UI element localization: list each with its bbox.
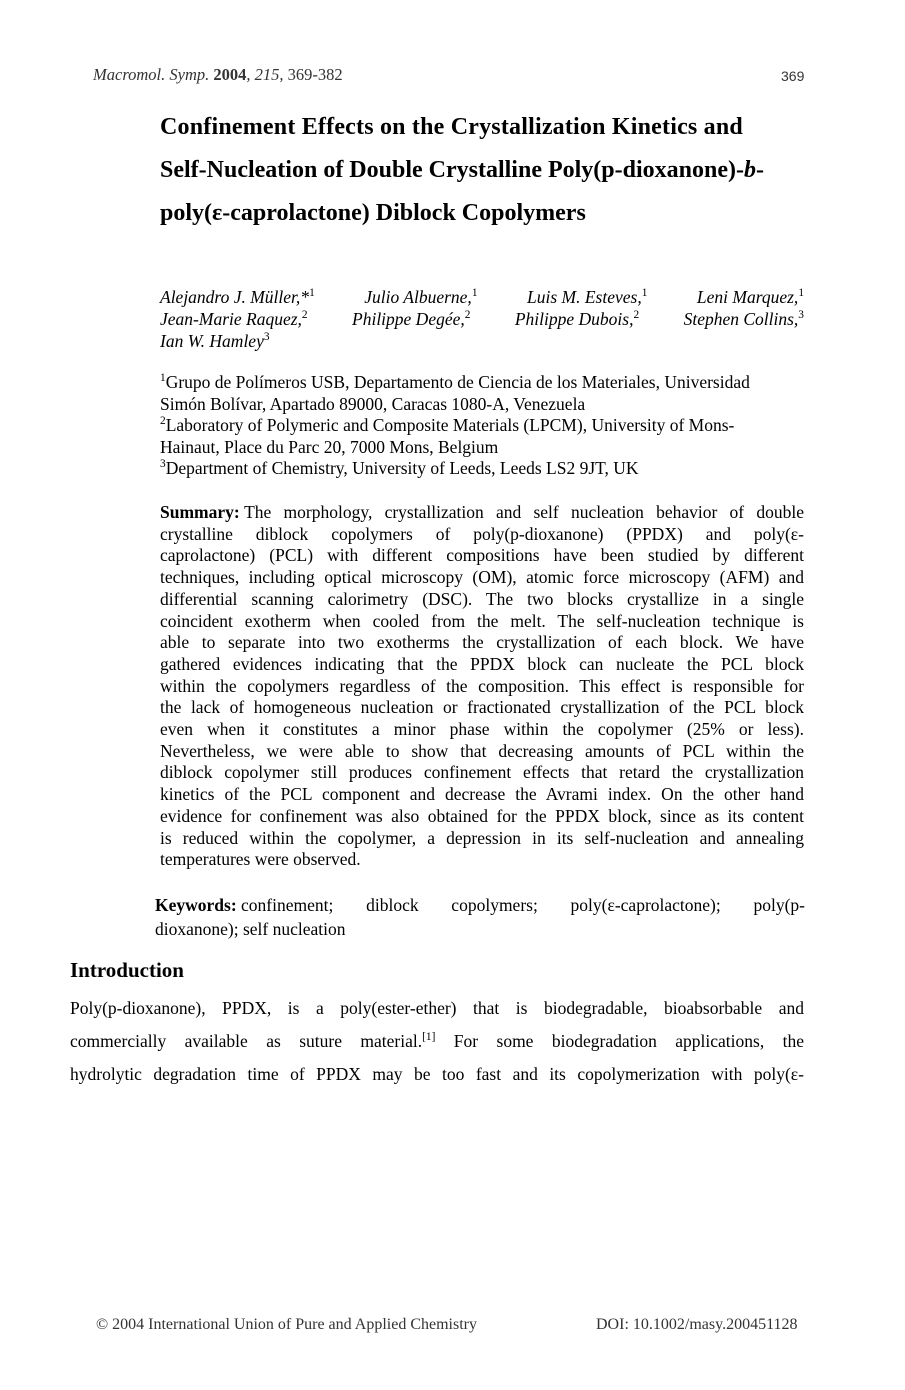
- summary-line: techniques, including optical microscopy (OM), atomic force microscopy (AFM) and: [160, 567, 804, 588]
- journal-name: Macromol. Symp.: [93, 65, 210, 84]
- author: Jean-Marie Raquez,$^2$: [160, 309, 308, 329]
- author: Julio Albuerne,$^1$: [364, 287, 478, 307]
- summary-line: diblock copolymer still produces confinement effects that retard the crystallization: [160, 762, 804, 783]
- summary-line: evidence for confinement was also obtained for the PPDX block, since as its content: [160, 805, 804, 826]
- page-number: 369: [781, 68, 805, 84]
- intro-line: Poly(p-dioxanone), PPDX, is a poly(ester-ether) that is biodegradable, bioabsorbable and: [70, 998, 804, 1018]
- footer-copyright: © 2004 International Union of Pure and Applied Chemistry: [96, 1316, 477, 1333]
- section-heading-introduction: Introduction: [70, 958, 184, 982]
- summary-line: caprolactone) (PCL) with different compositions have been studied by different: [160, 545, 804, 566]
- journal-volume: 215: [254, 65, 280, 84]
- summary-line: is reduced within the copolymer, a depression in its self-nucleation and annealing: [160, 827, 804, 848]
- author-line-3: [160, 330, 804, 352]
- author: Luis M. Esteves,$^1$: [526, 287, 648, 307]
- summary-line: Nevertheless, we were able to show that decreasing amounts of PCL within the: [160, 740, 804, 761]
- affiliation-3: $^3$Department of Chemistry, University of Leeds, Leeds LS2 9JT, UK: [160, 458, 639, 478]
- keywords-line: dioxanone); self nucleation: [155, 919, 346, 939]
- affiliation-1: $^1$Grupo de Polímeros USB, Departamento de Ciencia de los Materiales, Universidad: [160, 372, 750, 392]
- affiliations: [160, 372, 810, 480]
- author: Ian W. Hamley$^3$: [160, 331, 270, 351]
- affiliation-2-cont: Hainaut, Place du Parc 20, 7000 Mons, Belgium: [160, 436, 499, 457]
- keywords-label: Keywords:: [155, 895, 237, 915]
- author: Alejandro J. Müller,*$^1$: [160, 287, 315, 307]
- summary: [160, 502, 804, 871]
- summary-line: coincident exotherm when cooled from the melt. The self-nucleation technique is: [160, 610, 804, 631]
- intro-line: commercially available as suture material.[1] For some biodegradation applications, the: [70, 1031, 804, 1051]
- author: Stephen Collins,$^3$: [683, 309, 804, 329]
- summary-line: kinetics of the PCL component and decrease the Avrami index. On the other hand: [160, 784, 804, 805]
- affiliation-1-cont: Simón Bolívar, Apartado 89000, Caracas 1080-A, Venezuela: [160, 393, 586, 414]
- journal-header: Macromol. Symp. 2004, 215, 369-382: [93, 65, 343, 84]
- journal-year: 2004: [213, 65, 247, 84]
- author-line-1: [160, 286, 804, 308]
- author-list: [160, 286, 804, 352]
- title-line-1: Confinement Effects on the Crystallization Kinetics and: [160, 114, 743, 140]
- keywords-line: Keywords: confinement; diblock copolymers; poly(ε-caprolactone); poly(p-: [155, 895, 805, 915]
- summary-line: able to separate into two exotherms the crystallization of each block. We have: [160, 632, 804, 653]
- summary-line: gathered evidences indicating that the PPDX block can nucleate the PCL block: [160, 653, 804, 674]
- keywords: [155, 893, 805, 941]
- author: Philippe Degée,$^2$: [352, 309, 471, 329]
- summary-line: differential scanning calorimetry (DSC). The two blocks crystallize in a single: [160, 588, 804, 609]
- introduction-body: [70, 992, 804, 1091]
- intro-line: hydrolytic degradation time of PPDX may be too fast and its copolymerization with poly(ε-: [70, 1064, 804, 1084]
- author: Leni Marquez,$^1$: [696, 287, 804, 307]
- summary-label: Summary:: [160, 502, 240, 522]
- author: Philippe Dubois,$^2$: [514, 309, 640, 329]
- summary-line: within the copolymers regardless of the composition. This effect is responsible for: [160, 675, 804, 696]
- paper-title: [160, 106, 810, 235]
- affiliation-2: $^2$Laboratory of Polymeric and Composite Materials (LPCM), University of Mons-: [160, 415, 735, 435]
- author-line-2: [160, 308, 804, 330]
- summary-line: Summary: The morphology, crystallization and self nucleation behavior of double: [160, 502, 804, 522]
- footer-doi: DOI: 10.1002/masy.200451128: [596, 1316, 798, 1333]
- citation-ref[interactable]: [1]: [422, 1031, 436, 1044]
- journal-pages: 369-382: [287, 65, 343, 84]
- summary-line: even when it constitutes a minor phase within the copolymer (25% or less).: [160, 719, 804, 740]
- summary-line: the lack of homogeneous nucleation or fractionated crystallization of the PCL block: [160, 697, 804, 718]
- summary-line: temperatures were observed.: [160, 849, 361, 870]
- summary-line: crystalline diblock copolymers of poly(p-dioxanone) (PPDX) and poly(ε-: [160, 523, 804, 544]
- title-line-2: Self-Nucleation of Double Crystalline Poly(p-dioxanone)-b-: [160, 157, 764, 183]
- title-line-3: poly(ε-caprolactone) Diblock Copolymers: [160, 200, 586, 226]
